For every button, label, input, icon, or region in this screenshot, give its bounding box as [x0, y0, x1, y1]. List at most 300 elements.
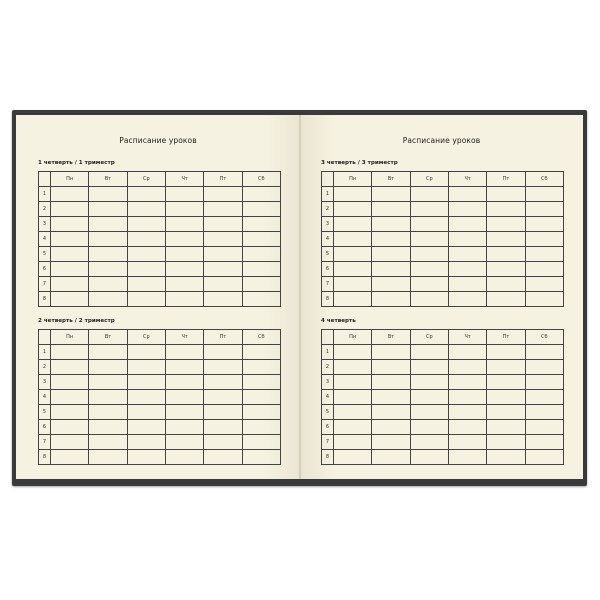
- day-header: Вт: [372, 172, 410, 187]
- lesson-cell[interactable]: [165, 262, 203, 277]
- lesson-cell[interactable]: [51, 232, 89, 247]
- lesson-cell[interactable]: [525, 292, 563, 307]
- lesson-number: 7: [322, 277, 334, 292]
- lesson-number: 8: [39, 450, 51, 465]
- lesson-cell[interactable]: [410, 375, 448, 390]
- lesson-cell[interactable]: [242, 277, 280, 292]
- lesson-cell[interactable]: [204, 405, 242, 420]
- lesson-cell[interactable]: [372, 360, 410, 375]
- lesson-cell[interactable]: [51, 217, 89, 232]
- lesson-cell[interactable]: [127, 435, 165, 450]
- corner-cell: [322, 330, 334, 345]
- lesson-number: 4: [322, 232, 334, 247]
- lesson-cell[interactable]: [525, 247, 563, 262]
- lesson-cell[interactable]: [448, 435, 486, 450]
- lesson-cell[interactable]: [204, 345, 242, 360]
- lesson-cell[interactable]: [127, 390, 165, 405]
- lesson-cell[interactable]: [165, 360, 203, 375]
- lesson-cell[interactable]: [487, 217, 525, 232]
- lesson-cell[interactable]: [334, 435, 372, 450]
- lesson-number: 2: [39, 202, 51, 217]
- lesson-cell[interactable]: [165, 277, 203, 292]
- lesson-cell[interactable]: [51, 345, 89, 360]
- lesson-number: 7: [39, 435, 51, 450]
- day-header: Сб: [242, 172, 280, 187]
- lesson-cell[interactable]: [448, 450, 486, 465]
- lesson-cell[interactable]: [51, 247, 89, 262]
- table-row: [39, 262, 281, 277]
- lesson-cell[interactable]: [487, 435, 525, 450]
- lesson-cell[interactable]: [242, 292, 280, 307]
- lesson-cell[interactable]: [487, 420, 525, 435]
- lesson-cell[interactable]: [204, 420, 242, 435]
- lesson-number: 3: [39, 217, 51, 232]
- lesson-cell[interactable]: [204, 217, 242, 232]
- corner-cell: [322, 172, 334, 187]
- lesson-cell[interactable]: [204, 360, 242, 375]
- lesson-number: 3: [322, 217, 334, 232]
- lesson-cell[interactable]: [204, 232, 242, 247]
- lesson-cell[interactable]: [165, 435, 203, 450]
- lesson-number: 1: [322, 187, 334, 202]
- lesson-cell[interactable]: [487, 375, 525, 390]
- lesson-cell[interactable]: [204, 450, 242, 465]
- lesson-cell[interactable]: [334, 360, 372, 375]
- lesson-cell[interactable]: [448, 232, 486, 247]
- lesson-cell[interactable]: [372, 187, 410, 202]
- lesson-cell[interactable]: [410, 390, 448, 405]
- lesson-cell[interactable]: [334, 390, 372, 405]
- day-header: Пт: [487, 330, 525, 345]
- lesson-cell[interactable]: [242, 405, 280, 420]
- table-row: [39, 187, 281, 202]
- lesson-cell[interactable]: [372, 345, 410, 360]
- day-header: Сб: [525, 330, 563, 345]
- lesson-cell[interactable]: [89, 232, 127, 247]
- lesson-cell[interactable]: [89, 420, 127, 435]
- lesson-cell[interactable]: [242, 345, 280, 360]
- lesson-cell[interactable]: [525, 420, 563, 435]
- lesson-number: 7: [322, 435, 334, 450]
- lesson-cell[interactable]: [410, 217, 448, 232]
- corner-cell: [39, 330, 51, 345]
- lesson-cell[interactable]: [372, 277, 410, 292]
- lesson-cell[interactable]: [525, 360, 563, 375]
- lesson-cell[interactable]: [334, 375, 372, 390]
- lesson-cell[interactable]: [372, 247, 410, 262]
- day-header: Чт: [165, 172, 203, 187]
- left-page: [16, 115, 300, 479]
- lesson-cell[interactable]: [372, 390, 410, 405]
- table-row: [39, 247, 281, 262]
- lesson-number: 4: [39, 390, 51, 405]
- lesson-cell[interactable]: [165, 420, 203, 435]
- lesson-cell[interactable]: [51, 360, 89, 375]
- lesson-cell[interactable]: [127, 247, 165, 262]
- lesson-cell[interactable]: [242, 360, 280, 375]
- lesson-number: 5: [39, 247, 51, 262]
- table-row: [39, 217, 281, 232]
- table-row: [322, 232, 564, 247]
- right-page: [300, 115, 583, 479]
- lesson-cell[interactable]: [89, 277, 127, 292]
- table-row: [322, 435, 564, 450]
- lesson-cell[interactable]: [448, 202, 486, 217]
- section-label: 1 четверть / 1 триместр: [38, 160, 115, 166]
- day-header: Ср: [410, 172, 448, 187]
- lesson-cell[interactable]: [127, 345, 165, 360]
- lesson-number: 4: [322, 390, 334, 405]
- lesson-cell[interactable]: [448, 420, 486, 435]
- lesson-cell[interactable]: [410, 262, 448, 277]
- lesson-cell[interactable]: [204, 292, 242, 307]
- lesson-cell[interactable]: [242, 202, 280, 217]
- lesson-cell[interactable]: [204, 277, 242, 292]
- lesson-cell[interactable]: [525, 435, 563, 450]
- lesson-cell[interactable]: [525, 232, 563, 247]
- timetable: [321, 171, 564, 307]
- lesson-cell[interactable]: [51, 435, 89, 450]
- lesson-cell[interactable]: [51, 420, 89, 435]
- lesson-cell[interactable]: [89, 375, 127, 390]
- table-row: [322, 202, 564, 217]
- lesson-number: 5: [39, 405, 51, 420]
- lesson-cell[interactable]: [51, 405, 89, 420]
- lesson-cell[interactable]: [51, 277, 89, 292]
- lesson-cell[interactable]: [127, 450, 165, 465]
- lesson-cell[interactable]: [487, 405, 525, 420]
- lesson-cell[interactable]: [525, 217, 563, 232]
- lesson-cell[interactable]: [372, 435, 410, 450]
- lesson-cell[interactable]: [448, 405, 486, 420]
- table-row: [39, 232, 281, 247]
- lesson-cell[interactable]: [127, 202, 165, 217]
- day-header: Пт: [487, 172, 525, 187]
- lesson-cell[interactable]: [242, 420, 280, 435]
- lesson-cell[interactable]: [448, 360, 486, 375]
- lesson-cell[interactable]: [89, 262, 127, 277]
- lesson-cell[interactable]: [448, 217, 486, 232]
- day-header: Чт: [165, 330, 203, 345]
- lesson-cell[interactable]: [89, 247, 127, 262]
- lesson-cell[interactable]: [525, 375, 563, 390]
- lesson-number: 4: [39, 232, 51, 247]
- lesson-cell[interactable]: [127, 217, 165, 232]
- day-header: Пт: [204, 172, 242, 187]
- lesson-cell[interactable]: [487, 187, 525, 202]
- lesson-cell[interactable]: [89, 345, 127, 360]
- lesson-number: 3: [39, 375, 51, 390]
- lesson-cell[interactable]: [487, 277, 525, 292]
- lesson-cell[interactable]: [127, 277, 165, 292]
- lesson-cell[interactable]: [410, 405, 448, 420]
- timetable: [321, 329, 564, 465]
- lesson-number: 5: [322, 247, 334, 262]
- lesson-cell[interactable]: [410, 247, 448, 262]
- table-row: [39, 375, 281, 390]
- lesson-cell[interactable]: [127, 405, 165, 420]
- lesson-cell[interactable]: [89, 187, 127, 202]
- day-header: Пн: [51, 172, 89, 187]
- table-row: [39, 390, 281, 405]
- day-header: Ср: [127, 330, 165, 345]
- lesson-cell[interactable]: [242, 435, 280, 450]
- lesson-cell[interactable]: [448, 247, 486, 262]
- lesson-number: 2: [322, 360, 334, 375]
- lesson-cell[interactable]: [89, 405, 127, 420]
- lesson-cell[interactable]: [89, 390, 127, 405]
- lesson-cell[interactable]: [242, 247, 280, 262]
- lesson-cell[interactable]: [334, 217, 372, 232]
- lesson-cell[interactable]: [448, 187, 486, 202]
- lesson-number: 8: [322, 292, 334, 307]
- timetable: [38, 329, 281, 465]
- lesson-cell[interactable]: [487, 360, 525, 375]
- lesson-number: 1: [39, 187, 51, 202]
- lesson-number: 6: [39, 262, 51, 277]
- lesson-cell[interactable]: [89, 217, 127, 232]
- table-row: [39, 345, 281, 360]
- lesson-cell[interactable]: [448, 375, 486, 390]
- lesson-cell[interactable]: [242, 232, 280, 247]
- lesson-cell[interactable]: [165, 247, 203, 262]
- day-header: Пн: [334, 330, 372, 345]
- lesson-cell[interactable]: [487, 232, 525, 247]
- lesson-cell[interactable]: [334, 405, 372, 420]
- lesson-cell[interactable]: [51, 187, 89, 202]
- lesson-cell[interactable]: [242, 262, 280, 277]
- lesson-cell[interactable]: [204, 435, 242, 450]
- lesson-cell[interactable]: [165, 202, 203, 217]
- lesson-cell[interactable]: [89, 202, 127, 217]
- lesson-cell[interactable]: [372, 292, 410, 307]
- lesson-cell[interactable]: [410, 232, 448, 247]
- lesson-cell[interactable]: [242, 375, 280, 390]
- lesson-cell[interactable]: [89, 292, 127, 307]
- lesson-cell[interactable]: [334, 202, 372, 217]
- lesson-cell[interactable]: [242, 390, 280, 405]
- lesson-cell[interactable]: [372, 202, 410, 217]
- lesson-cell[interactable]: [242, 217, 280, 232]
- corner-cell: [39, 172, 51, 187]
- lesson-cell[interactable]: [410, 435, 448, 450]
- table-row: [39, 450, 281, 465]
- lesson-cell[interactable]: [204, 390, 242, 405]
- lesson-number: 6: [39, 420, 51, 435]
- lesson-cell[interactable]: [51, 292, 89, 307]
- lesson-cell[interactable]: [487, 390, 525, 405]
- table-row: [322, 405, 564, 420]
- lesson-cell[interactable]: [242, 450, 280, 465]
- lesson-cell[interactable]: [127, 292, 165, 307]
- day-header: Пн: [51, 330, 89, 345]
- table-row: [322, 420, 564, 435]
- lesson-cell[interactable]: [487, 345, 525, 360]
- lesson-cell[interactable]: [487, 202, 525, 217]
- table-row: [39, 435, 281, 450]
- lesson-number: 7: [39, 277, 51, 292]
- lesson-cell[interactable]: [372, 450, 410, 465]
- lesson-cell[interactable]: [165, 390, 203, 405]
- lesson-cell[interactable]: [165, 345, 203, 360]
- lesson-cell[interactable]: [165, 187, 203, 202]
- lesson-cell[interactable]: [410, 277, 448, 292]
- lesson-cell[interactable]: [410, 187, 448, 202]
- lesson-cell[interactable]: [448, 292, 486, 307]
- lesson-cell[interactable]: [51, 262, 89, 277]
- lesson-cell[interactable]: [410, 450, 448, 465]
- header-row: [39, 172, 281, 187]
- lesson-cell[interactable]: [165, 232, 203, 247]
- lesson-cell[interactable]: [448, 277, 486, 292]
- table-row: [39, 420, 281, 435]
- day-header: Вт: [372, 330, 410, 345]
- lesson-cell[interactable]: [89, 360, 127, 375]
- lesson-cell[interactable]: [165, 405, 203, 420]
- lesson-cell[interactable]: [242, 187, 280, 202]
- table-row: [39, 360, 281, 375]
- page-title: Расписание уроков: [119, 136, 197, 145]
- lesson-cell[interactable]: [525, 450, 563, 465]
- lesson-cell[interactable]: [89, 435, 127, 450]
- lesson-number: 6: [322, 420, 334, 435]
- lesson-cell[interactable]: [525, 202, 563, 217]
- table-row: [39, 202, 281, 217]
- lesson-cell[interactable]: [127, 375, 165, 390]
- lesson-cell[interactable]: [127, 420, 165, 435]
- header-row: [39, 330, 281, 345]
- lesson-cell[interactable]: [448, 345, 486, 360]
- lesson-cell[interactable]: [334, 277, 372, 292]
- lesson-cell[interactable]: [334, 232, 372, 247]
- table-row: [39, 277, 281, 292]
- lesson-cell[interactable]: [372, 232, 410, 247]
- lesson-number: 8: [322, 450, 334, 465]
- day-header: Вт: [89, 330, 127, 345]
- lesson-cell[interactable]: [410, 345, 448, 360]
- lesson-number: 8: [39, 292, 51, 307]
- lesson-cell[interactable]: [525, 262, 563, 277]
- lesson-cell[interactable]: [51, 375, 89, 390]
- table-row: [322, 292, 564, 307]
- lesson-cell[interactable]: [127, 262, 165, 277]
- timetable: [38, 171, 281, 307]
- lesson-cell[interactable]: [334, 292, 372, 307]
- lesson-cell[interactable]: [410, 292, 448, 307]
- section-label: 4 четверть: [321, 318, 356, 324]
- lesson-cell[interactable]: [204, 202, 242, 217]
- lesson-cell[interactable]: [165, 375, 203, 390]
- header-row: [322, 330, 564, 345]
- lesson-number: 2: [322, 202, 334, 217]
- lesson-cell[interactable]: [525, 345, 563, 360]
- lesson-number: 2: [39, 360, 51, 375]
- table-row: [322, 375, 564, 390]
- table-row: [322, 345, 564, 360]
- lesson-cell[interactable]: [334, 345, 372, 360]
- lesson-cell[interactable]: [487, 450, 525, 465]
- lesson-cell[interactable]: [372, 405, 410, 420]
- lesson-cell[interactable]: [334, 262, 372, 277]
- table-row: [322, 262, 564, 277]
- lesson-cell[interactable]: [204, 375, 242, 390]
- day-header: Пн: [334, 172, 372, 187]
- day-header: Чт: [448, 172, 486, 187]
- lesson-cell[interactable]: [165, 450, 203, 465]
- header-row: [322, 172, 564, 187]
- lesson-cell[interactable]: [372, 217, 410, 232]
- lesson-cell[interactable]: [204, 187, 242, 202]
- lesson-cell[interactable]: [487, 292, 525, 307]
- lesson-cell[interactable]: [448, 262, 486, 277]
- day-header: Сб: [242, 330, 280, 345]
- day-header: Ср: [127, 172, 165, 187]
- page-title: Расписание уроков: [402, 136, 481, 145]
- lesson-cell[interactable]: [525, 187, 563, 202]
- table-row: [39, 292, 281, 307]
- lesson-cell[interactable]: [334, 420, 372, 435]
- lesson-cell[interactable]: [334, 187, 372, 202]
- table-row: [322, 450, 564, 465]
- section-label: 2 четверть / 2 триместр: [38, 318, 115, 324]
- lesson-cell[interactable]: [487, 247, 525, 262]
- lesson-number: 3: [322, 375, 334, 390]
- lesson-cell[interactable]: [127, 232, 165, 247]
- lesson-cell[interactable]: [165, 292, 203, 307]
- day-header: Чт: [448, 330, 486, 345]
- lesson-cell[interactable]: [410, 202, 448, 217]
- lesson-cell[interactable]: [410, 360, 448, 375]
- lesson-cell[interactable]: [372, 375, 410, 390]
- lesson-number: 1: [39, 345, 51, 360]
- lesson-cell[interactable]: [525, 277, 563, 292]
- day-header: Ср: [410, 330, 448, 345]
- table-row: [322, 277, 564, 292]
- lesson-cell[interactable]: [51, 450, 89, 465]
- lesson-cell[interactable]: [410, 420, 448, 435]
- lesson-cell[interactable]: [165, 217, 203, 232]
- lesson-cell[interactable]: [334, 247, 372, 262]
- table-row: [322, 187, 564, 202]
- table-row: [39, 405, 281, 420]
- lesson-cell[interactable]: [372, 420, 410, 435]
- lesson-number: 5: [322, 405, 334, 420]
- lesson-cell[interactable]: [525, 405, 563, 420]
- day-header: Сб: [525, 172, 563, 187]
- lesson-cell[interactable]: [89, 450, 127, 465]
- lesson-cell[interactable]: [372, 262, 410, 277]
- lesson-cell[interactable]: [204, 262, 242, 277]
- page-spine: [299, 115, 301, 479]
- table-row: [322, 217, 564, 232]
- day-header: Пт: [204, 330, 242, 345]
- lesson-cell[interactable]: [127, 187, 165, 202]
- lesson-cell[interactable]: [51, 390, 89, 405]
- lesson-number: 1: [322, 345, 334, 360]
- lesson-cell[interactable]: [51, 202, 89, 217]
- section-label: 3 четверть / 3 триместр: [321, 160, 398, 166]
- lesson-number: 6: [322, 262, 334, 277]
- lesson-cell[interactable]: [448, 390, 486, 405]
- day-header: Вт: [89, 172, 127, 187]
- table-row: [322, 360, 564, 375]
- table-row: [322, 247, 564, 262]
- lesson-cell[interactable]: [204, 247, 242, 262]
- lesson-cell[interactable]: [127, 360, 165, 375]
- lesson-cell[interactable]: [334, 450, 372, 465]
- lesson-cell[interactable]: [525, 390, 563, 405]
- lesson-cell[interactable]: [487, 262, 525, 277]
